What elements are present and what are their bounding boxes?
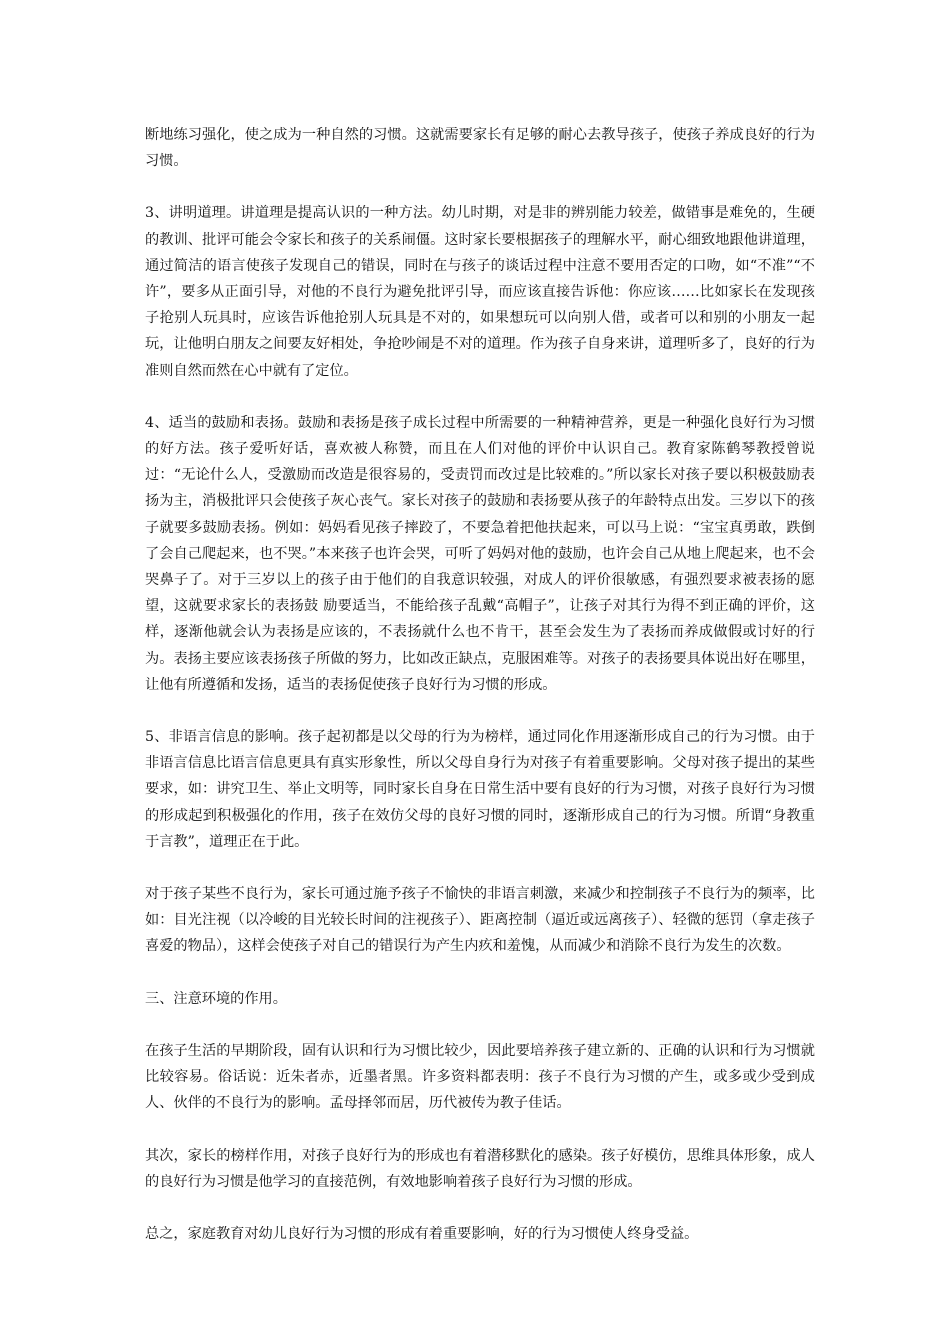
paragraph-conclusion: 总之，家庭教育对幼儿良好行为习惯的形成有着重要影响，好的行为习惯使人终身受益。 bbox=[145, 1225, 699, 1242]
paragraph-bad-behavior: 对于孩子某些不良行为，家长可通过施予孩子不愉快的非语言刺激，来减少和控制孩子不良行为的频率，比如：目光注视（以冷峻的目光较长时间的注视孩子）、距离控制（逼近或远离孩子）、轻微的惩罚（拿走孩子喜爱的物品），这样会使孩子对自己的错误行为产生内疚和羞愧，从而减少和消除不良行为发生的次数。 bbox=[145, 886, 815, 955]
paragraph-nonverbal: 5、非语言信息的影响。孩子起初都是以父母的行为为榜样，通过同化作用逐渐形成自己的行为习惯。由于非语言信息比语言信息更具有真实形象性，所以父母自身行为对孩子有着重要影响。父母对孩子提出的某些要求，如：讲究卫生、举止文明等，同时家长自身在日常生活中要有良好的行为习惯，对孩子良好行为习惯的形成起到积极强化的作用，孩子在效仿父母的良好习惯的同时，逐渐形成自己的行为习惯。所谓“身教重于言教”，道理正在于此。 bbox=[145, 729, 815, 850]
paragraph-encouragement: 4、适当的鼓励和表扬。鼓励和表扬是孩子成长过程中所需要的一种精神营养，更是一种强化良好行为习惯的好方法。孩子爱听好话，喜欢被人称赞，而且在人们对他的评价中认识自己。教育家陈鹤琴教授曾说过：“无论什么人，受激励而改造是很容易的，受责罚而改过是比较难的。”所以家长对孩子要以积极鼓励表扬为主，消极批评只会使孩子灰心丧气。家长对孩子的鼓励和表扬要从孩子的年龄特点出发。三岁以下的孩子就要多鼓励表扬。例如：妈妈看见孩子摔跤了，不要急着把他扶起来，可以马上说：“宝宝真勇敢，跌倒了会自己爬起来，也不哭。”本来孩子也许会哭，可听了妈妈对他的鼓励，也许会自己从地上爬起来，也不会哭鼻子了。对于三岁以上的孩子由于他们的自我意识较强，对成人的评价很敏感，有强烈要求被表扬的愿望，这就要求家长的表扬鼓 励要适当，不能给孩子乱戴“高帽子”，让孩子对其行为得不到正确的评价，这样，逐渐他就会认为表扬是应该的，不表扬就什么也不肯干，甚至会发生为了表扬而养成做假或讨好的行为。表扬主要应该表扬孩子所做的努力，比如改正缺点，克服困难等。对孩子的表扬要具体说出好在哪里，让他有所遵循和发扬，适当的表扬促使孩子良好行为习惯的形成。 bbox=[145, 414, 815, 693]
paragraph-role-model: 其次，家长的榜样作用，对孩子良好行为的形成也有着潜移默化的感染。孩子好模仿，思维具体形象，成人的良好行为习惯是他学习的直接范例，有效地影响着孩子良好行为习惯的形成。 bbox=[145, 1147, 815, 1190]
document-body bbox=[145, 122, 815, 1247]
paragraph-reasoning: 3、讲明道理。讲道理是提高认识的一种方法。幼儿时期，对是非的辨别能力较差，做错事是难免的，生硬的教训、批评可能会令家长和孩子的关系闹僵。这时家长要根据孩子的理解水平，耐心细致地跟他讲道理，通过简洁的语言使孩子发现自己的错误，同时在与孩子的谈话过程中注意不要用否定的口吻，如“不准”“不许”，要多从正面引导，对他的不良行为避免批评引导，而应该直接告诉他：你应该……比如家长在发现孩子抢别人玩具时，应该告诉他抢别人玩具是不对的，如果想玩可以向别人借，或者可以和别的小朋友一起玩，让他明白朋友之间要友好相处，争抢吵闹是不对的道理。作为孩子自身来讲，道理听多了，良好的行为准则自然而然在心中就有了定位。 bbox=[145, 205, 815, 379]
section-heading-environment: 三、注意环境的作用。 bbox=[145, 990, 287, 1007]
paragraph-continuation: 断地练习强化，使之成为一种自然的习惯。这就需要家长有足够的耐心去教导孩子，使孩子养成良好的行为习惯。 bbox=[145, 127, 815, 170]
paragraph-early-stage: 在孩子生活的早期阶段，固有认识和行为习惯比较少，因此要培养孩子建立新的、正确的认识和行为习惯就比较容易。俗话说：近朱者赤，近墨者黑。许多资料都表明：孩子不良行为习惯的产生，或多或少受到成人、伙伴的不良行为的影响。孟母择邻而居，历代被传为教子佳话。 bbox=[145, 1042, 815, 1112]
